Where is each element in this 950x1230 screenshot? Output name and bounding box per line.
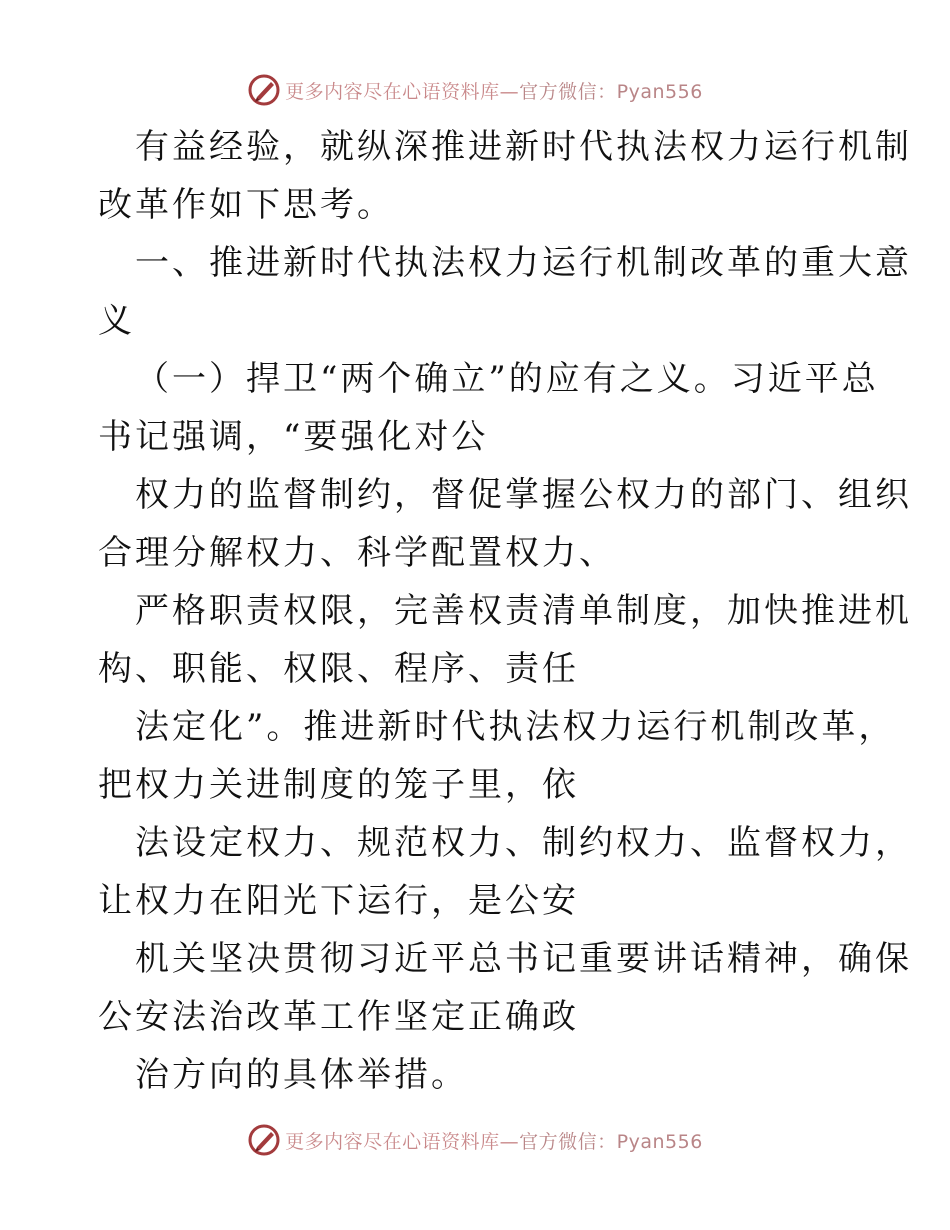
text-line: 机关坚决贯彻习近平总书记重要讲话精神，确保	[135, 939, 912, 979]
text-line: 书记强调，“要强化对公	[98, 417, 489, 457]
text-line: 合理分解权力、科学配置权力、	[98, 533, 616, 573]
watermark-site: 更多内容尽在心语资料库	[285, 80, 500, 103]
footer-watermark	[0, 1120, 950, 1160]
watermark-dash: —	[499, 1130, 520, 1153]
text-line: 一、推进新时代执法权力运行机制改革的重大意	[135, 243, 912, 283]
text-line: 让权力在阳光下运行，是公安	[98, 881, 579, 921]
text-line: 治方向的具体举措。	[135, 1055, 468, 1095]
text-line: 法定化”。推进新时代执法权力运行机制改革，	[135, 707, 896, 747]
text-line: 把权力关进制度的笼子里，依	[98, 765, 579, 805]
text-line: 公安法治改革工作坚定正确政	[98, 997, 579, 1037]
text-line: 构、职能、权限、程序、责任	[98, 649, 579, 689]
watermark-dash: —	[499, 80, 520, 103]
text-line: 法设定权力、规范权力、制约权力、监督权力，	[135, 823, 912, 863]
text-line: 权力的监督制约，督促掌握公权力的部门、组织	[135, 475, 912, 515]
watermark-text	[285, 77, 703, 104]
pen-logo-icon	[247, 1123, 281, 1157]
text-line: （一）捍卫“两个确立”的应有之义。习近平总	[135, 359, 879, 399]
document-body	[98, 118, 912, 1104]
watermark-wechat: 官方微信：Pyan556	[519, 80, 703, 103]
text-line: 义	[98, 301, 135, 341]
watermark-text	[285, 1127, 703, 1154]
pen-logo-icon	[247, 73, 281, 107]
text-line: 有益经验，就纵深推进新时代执法权力运行机制	[135, 127, 912, 167]
watermark-site: 更多内容尽在心语资料库	[285, 1130, 500, 1153]
watermark-wechat: 官方微信：Pyan556	[519, 1130, 703, 1153]
text-line: 改革作如下思考。	[98, 185, 394, 225]
text-line: 严格职责权限，完善权责清单制度，加快推进机	[135, 591, 912, 631]
header-watermark	[0, 70, 950, 110]
